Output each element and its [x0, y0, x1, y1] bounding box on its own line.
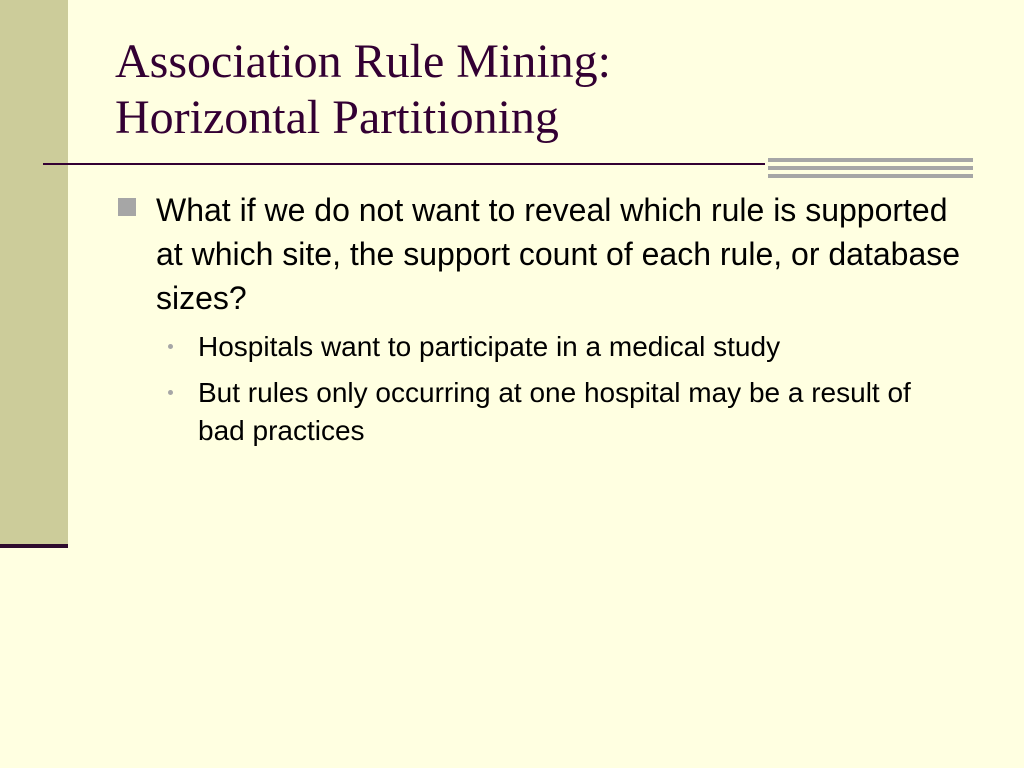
title-divider	[43, 163, 765, 165]
sub-bullet-list	[163, 328, 983, 450]
dot-bullet-icon	[168, 390, 173, 395]
accent-bar	[768, 158, 973, 162]
bullet-item	[113, 188, 983, 320]
bullet-text: What if we do not want to reveal which rule is supported at which site, the support count of each rule, or database sizes?	[156, 192, 961, 316]
accent-bar	[768, 174, 973, 178]
dot-bullet-icon	[168, 344, 173, 349]
slide-body	[113, 188, 983, 458]
slide-title	[115, 34, 995, 146]
sub-bullet-text: But rules only occurring at one hospital may be a result of bad practices	[198, 377, 911, 446]
sub-bullet-item	[163, 328, 983, 366]
sub-bullet-item	[163, 374, 983, 450]
sub-bullet-text: Hospitals want to participate in a medical study	[198, 331, 781, 362]
divider-accent-bars	[768, 158, 973, 178]
accent-bar	[768, 166, 973, 170]
square-bullet-icon	[118, 198, 136, 216]
sidebar-accent-line	[0, 544, 68, 548]
title-line-2: Horizontal Partitioning	[115, 91, 559, 144]
left-sidebar-band	[0, 0, 68, 545]
title-line-1: Association Rule Mining:	[115, 35, 611, 88]
